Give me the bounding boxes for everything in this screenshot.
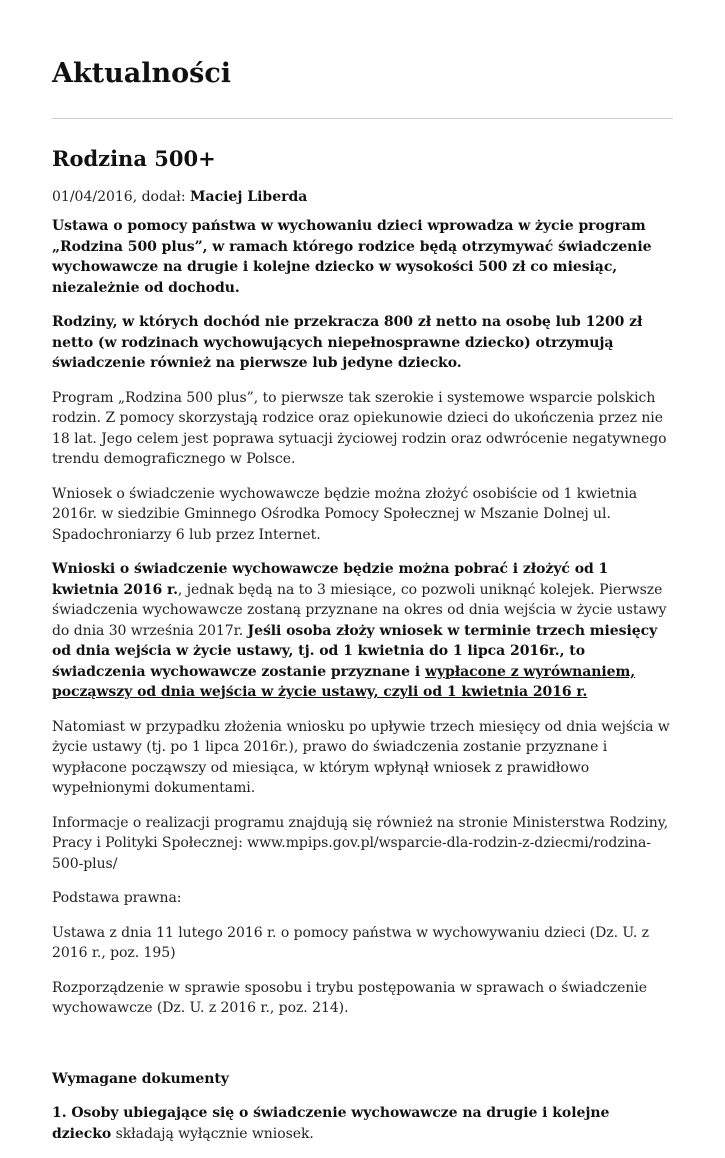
article-author: Maciej Liberda <box>190 189 308 205</box>
paragraph-deadlines <box>52 559 673 703</box>
deadline-bold-1: Wnioski o świadczenie wychowawcze będzie można pobrać i złożyć od 1 kwietnia 2016 r. <box>52 561 609 598</box>
legal-basis-heading: Podstawa prawna: <box>52 890 182 906</box>
deadline-underlined: wypłacone z wyrównaniem, począwszy od dnia wejścia w życie ustawy, czyli od 1 kwietnia 2016 r. <box>52 663 636 700</box>
lead-text-1: Ustawa o pomocy państwa w wychowaniu dzieci wprowadza w życie program „Rodzina 500 plus”, w ramach którego rodzice będą otrzymywać świadczenie wychowawcze na drugie i kolejne dziecko w wysokości 500 zł co miesiąc, niezależnie od dochodu. <box>52 218 652 296</box>
article-meta <box>52 186 673 208</box>
lead-paragraph-1 <box>52 216 673 298</box>
paragraph-late-application: Natomiast w przypadku złożenia wniosku po upływie trzech miesięcy od dnia wejścia w życie ustawy (tj. po 1 lipca 2016r.), prawo do świadczenia zostanie przyznane i wypłacone począwszy od miesiąca, w którym wpłynął wniosek z prawidłowo wypełnionymi dokumentami. <box>52 718 670 796</box>
required-documents-heading <box>52 1069 673 1090</box>
required-documents-item-1-bold: 1. Osoby ubiegające się o świadczenie wychowawcze na drugie i kolejne dziecko <box>52 1105 610 1142</box>
deadline-text: , jednak będą na to 3 miesiące, co pozwoli uniknąć kolejek. Pierwsze świadczenia wychowawcze zostaną przyznane na okres od dnia wejścia w życie ustawy do dnia 30 września 2017r. <box>52 581 667 639</box>
paragraph-application: Wniosek o świadczenie wychowawcze będzie można złożyć osobiście od 1 kwietnia 2016r. w siedzibie Gminnego Ośrodka Pomocy Społecznej w Mszanie Dolnej ul. Spadochroniarzy 6 lub przez Internet. <box>52 485 638 543</box>
article-date: 01/04/2016, dodał: <box>52 189 190 205</box>
required-documents-title: Wymagane dokumenty <box>52 1070 229 1087</box>
title-divider <box>52 118 673 119</box>
article <box>52 142 673 1158</box>
section-spacer <box>52 1033 673 1069</box>
paragraph-program: Program „Rodzina 500 plus”, to pierwsze tak szerokie i systemowe wsparcie polskich rodzin. Z pomocy skorzystają rodzice oraz opiekunowie dzieci do ukończenia przez nie 18 lat. Jego celem jest poprawa sytuacji życiowej rodzin oraz odwrócenie negatywnego trendu demograficznego w Polsce. <box>52 389 667 467</box>
paragraph-ministry-info: Informacje o realizacji programu znajdują się również na stronie Ministerstwa Rodziny, Pracy i Polityki Społecznej: www.mpips.gov.pl/wsparcie-dla-rodzin-z-dziecmi/rodzina-500-plus/ <box>52 814 669 872</box>
article-title: Rodzina 500+ <box>52 146 216 171</box>
legal-basis-regulation: Rozporządzenie w sprawie sposobu i trybu postępowania w sprawach o świadczenie wychowawcze (Dz. U. z 2016 r., poz. 214). <box>52 979 647 1016</box>
deadline-bold-2: Jeśli osoba złoży wniosek w terminie trzech miesięcy od dnia wejścia w życie ustawy, tj. od 1 kwietnia do 1 lipca 2016r., to świadczenia wychowawcze zostanie przyznane i <box>52 622 658 680</box>
required-documents-item-1 <box>52 1103 673 1144</box>
lead-text-2: Rodziny, w których dochód nie przekracza 800 zł netto na osobę lub 1200 zł netto (w rodzinach wychowujących niepełnosprawne dziecko) otrzymują świadczenie również na pierwsze lub jedyne dziecko. <box>52 314 643 371</box>
required-documents-item-1-text: składają wyłącznie wniosek. <box>111 1125 314 1142</box>
page-title: Aktualności <box>52 58 232 89</box>
lead-paragraph-2 <box>52 312 673 374</box>
legal-basis-act: Ustawa z dnia 11 lutego 2016 r. o pomocy państwa w wychowywaniu dzieci (Dz. U. z 2016 r., poz. 195) <box>52 924 649 961</box>
